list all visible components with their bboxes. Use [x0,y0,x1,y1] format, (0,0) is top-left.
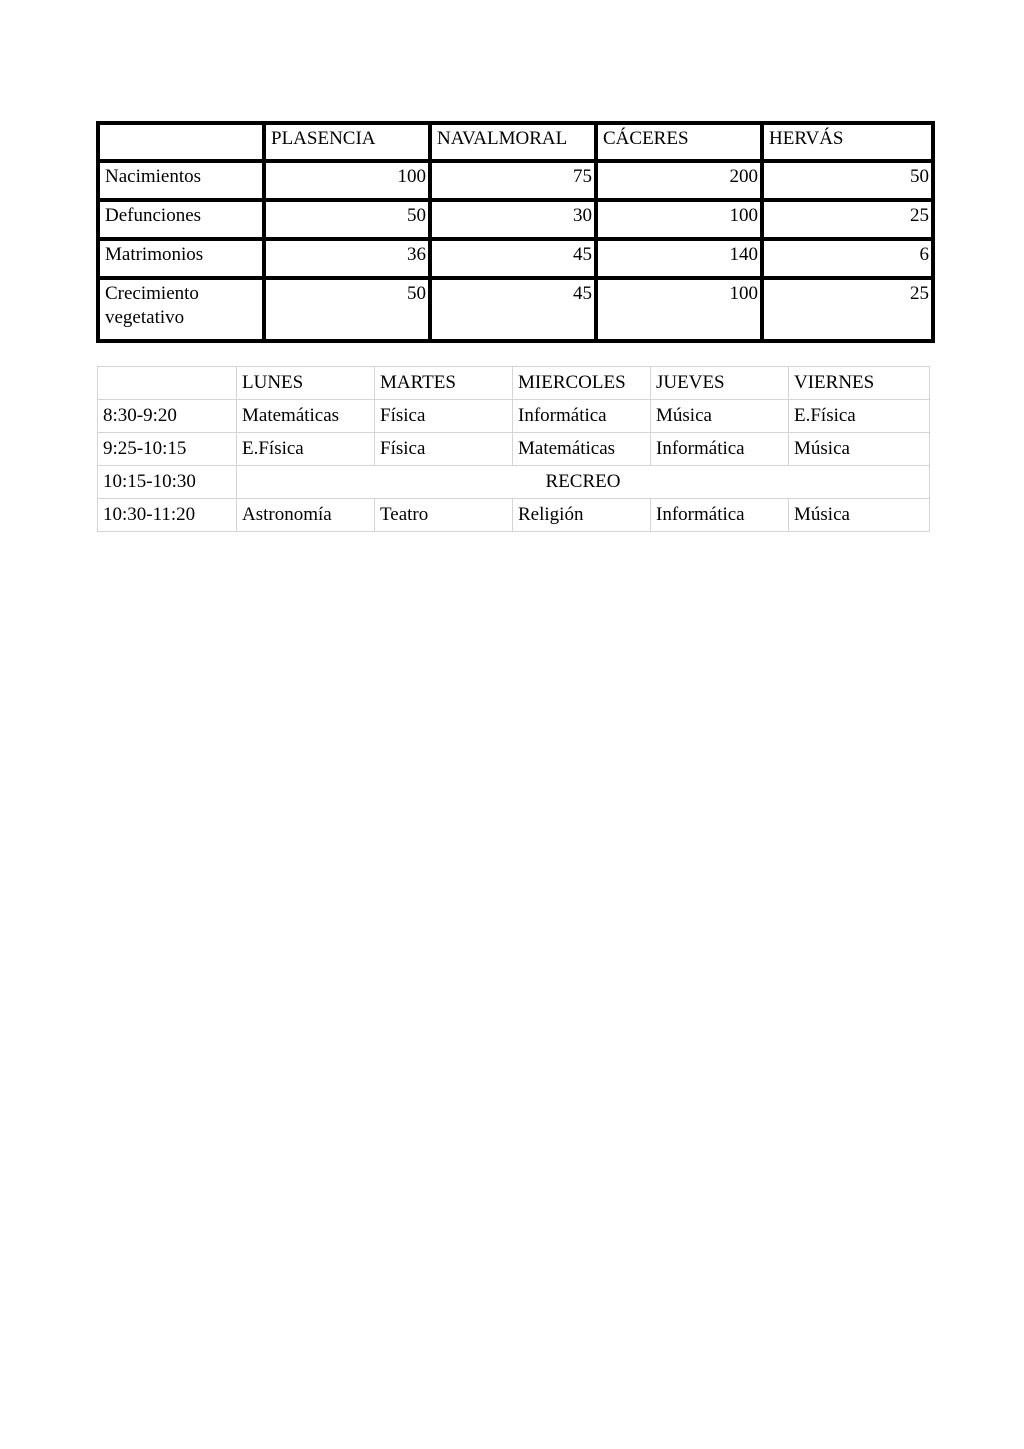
row-label-crecimiento-vegetativo: Crecimiento vegetativo [98,278,264,341]
table-cell: Religión [513,499,651,532]
table-cell: 75 [430,161,596,200]
table-row [98,161,933,200]
header-cell-navalmoral: NAVALMORAL [430,123,596,161]
recreo-merged-cell: RECREO [237,466,930,499]
header-cell-plasencia: PLASENCIA [264,123,430,161]
table-cell: 36 [264,239,430,278]
table-cell: 30 [430,200,596,239]
table-cell: Matemáticas [513,433,651,466]
table-row [98,239,933,278]
header-cell-jueves: JUEVES [651,367,789,400]
row-label-matrimonios: Matrimonios [98,239,264,278]
table-cell: Astronomía [237,499,375,532]
table-cell: 100 [264,161,430,200]
time-slot-cell: 9:25-10:15 [98,433,237,466]
table-header-row [98,123,933,161]
table-cell: Informática [513,400,651,433]
table-cell: 25 [762,200,933,239]
header-cell-lunes: LUNES [237,367,375,400]
table-cell: E.Física [237,433,375,466]
table-cell: Física [375,400,513,433]
time-slot-cell: 10:30-11:20 [98,499,237,532]
table-cell: 100 [596,200,762,239]
table-cell: 50 [264,200,430,239]
schedule-table [97,366,930,532]
table-cell: Teatro [375,499,513,532]
table-cell: 45 [430,239,596,278]
time-slot-cell: 10:15-10:30 [98,466,237,499]
table-cell: Informática [651,433,789,466]
header-cell-hervas: HERVÁS [762,123,933,161]
time-slot-cell: 8:30-9:20 [98,400,237,433]
table-cell: Música [789,499,930,532]
table-row [98,200,933,239]
table-cell: 140 [596,239,762,278]
table-row [98,499,930,532]
table-cell: 50 [762,161,933,200]
table-cell: 100 [596,278,762,341]
header-cell-martes: MARTES [375,367,513,400]
row-label-defunciones: Defunciones [98,200,264,239]
table-cell: 200 [596,161,762,200]
table-header-row [98,367,930,400]
table-cell: Música [789,433,930,466]
table-cell: E.Física [789,400,930,433]
table-row [98,433,930,466]
table-cell: 50 [264,278,430,341]
table-cell: Matemáticas [237,400,375,433]
row-label-nacimientos: Nacimientos [98,161,264,200]
table-row [98,278,933,341]
table-row [98,466,930,499]
header-cell-miercoles: MIERCOLES [513,367,651,400]
table-cell: 25 [762,278,933,341]
header-cell-empty [98,123,264,161]
table-cell: Física [375,433,513,466]
header-cell-caceres: CÁCERES [596,123,762,161]
demographics-table [96,121,935,343]
header-cell-viernes: VIERNES [789,367,930,400]
table-cell: 45 [430,278,596,341]
table-cell: 6 [762,239,933,278]
table-cell: Música [651,400,789,433]
table-cell: Informática [651,499,789,532]
table-row [98,400,930,433]
header-cell-empty [98,367,237,400]
